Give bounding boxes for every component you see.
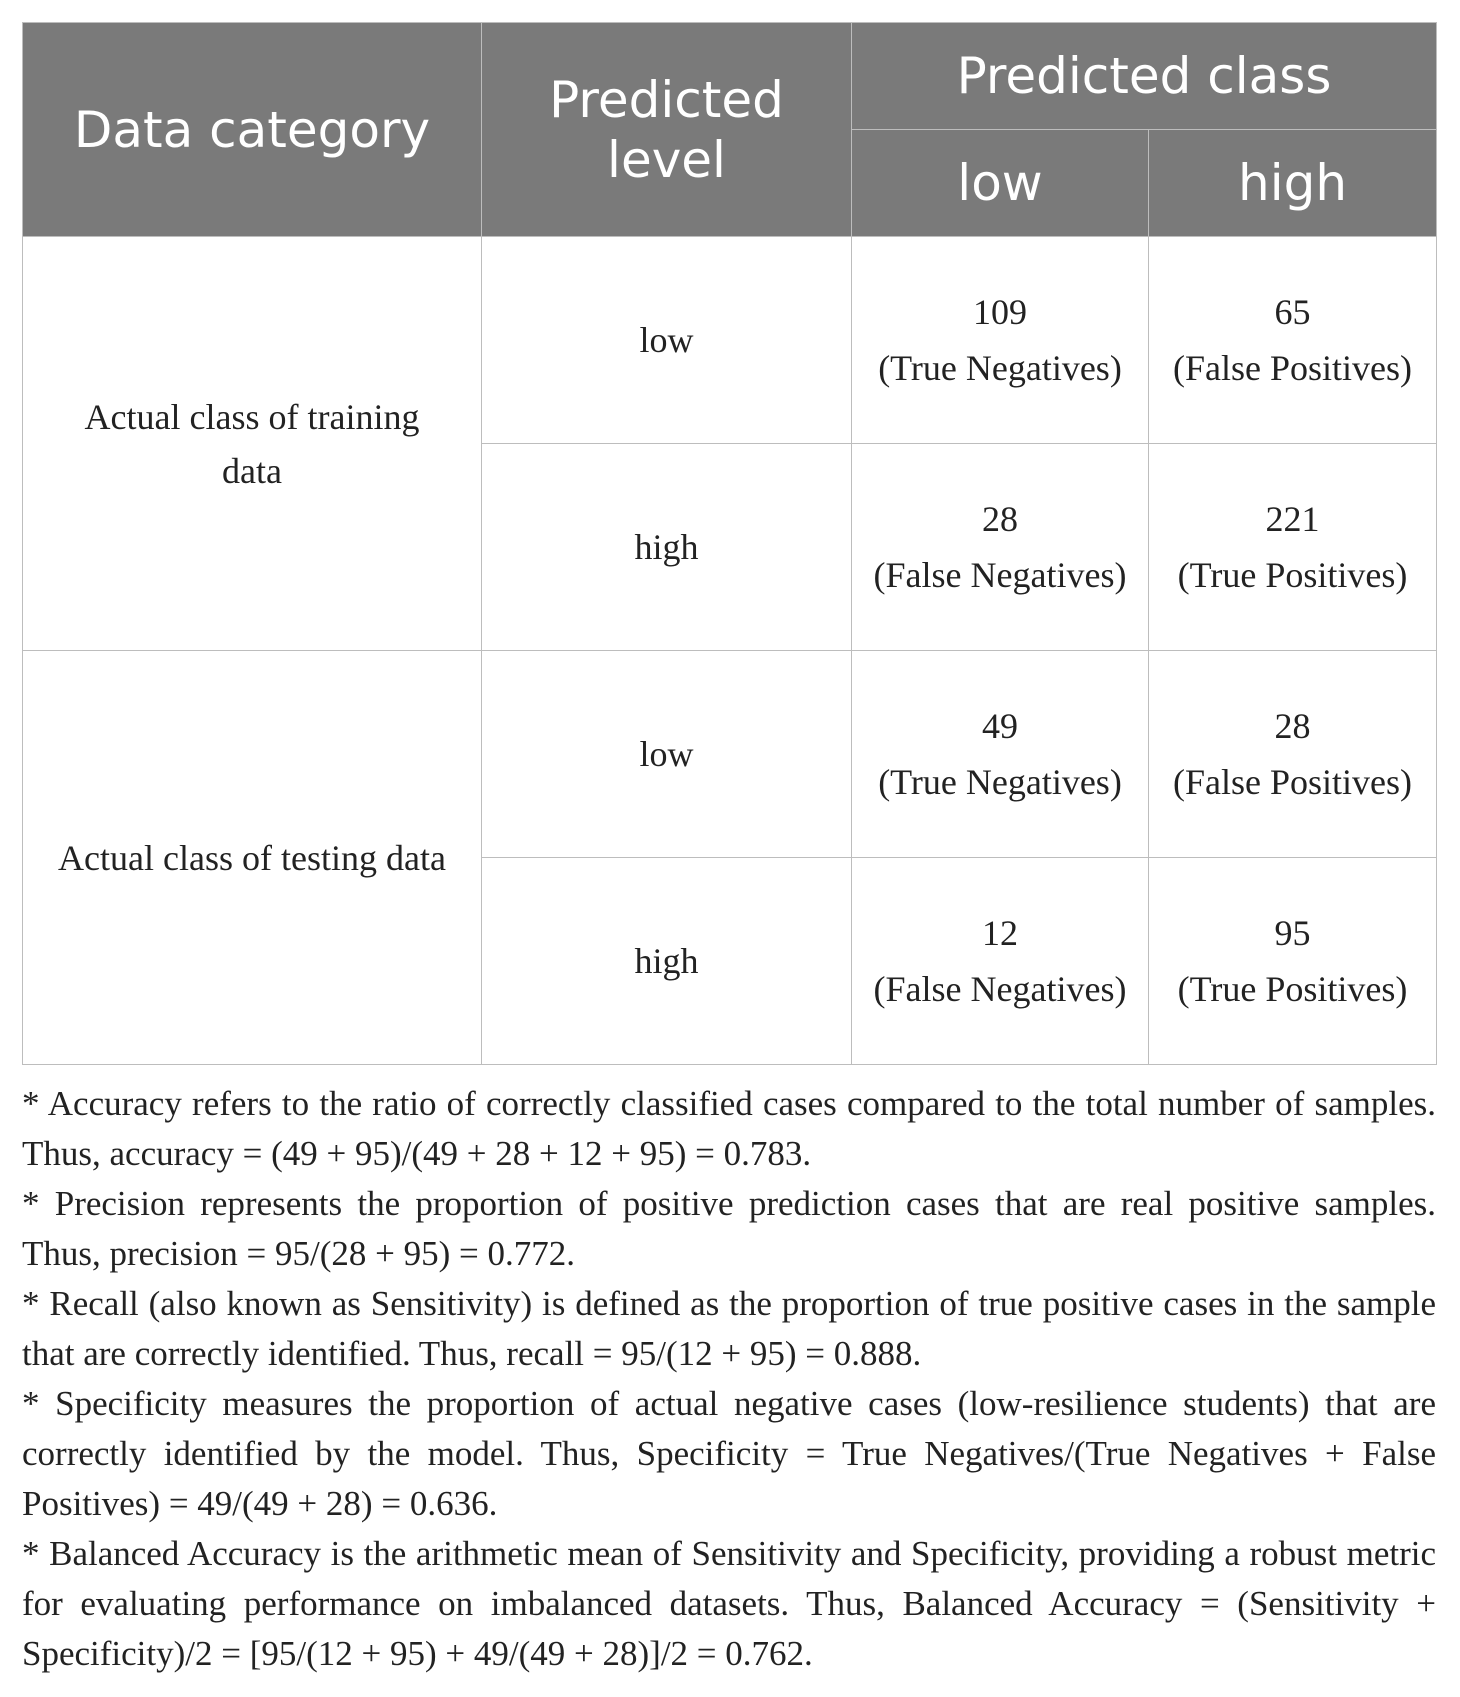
cell-value: 28	[982, 499, 1018, 539]
category-testing: Actual class of testing data	[23, 651, 482, 1065]
level-cell: low	[482, 237, 852, 444]
cell-value: 65	[1274, 292, 1311, 332]
value-cell	[1149, 858, 1437, 1065]
cell-label: (True Negatives)	[878, 348, 1122, 388]
category-training: Actual class of training data	[23, 237, 482, 651]
footnote-specificity: * Specificity measures the proportion of actual negative cases (low-resilience students) that are correctly identified by the model. Thus, Specificity = True Negatives/(True Negatives + False Positives) = 49/(49 + 28) = 0.636.	[22, 1384, 1436, 1523]
cell-value: 109	[973, 292, 1027, 332]
table-row	[23, 237, 1437, 444]
cell-label: (True Negatives)	[878, 762, 1122, 802]
header-high: high	[1149, 130, 1437, 237]
value-cell	[852, 858, 1149, 1065]
cell-value: 221	[1265, 499, 1320, 539]
value-cell	[852, 237, 1149, 444]
cell-label: (False Negatives)	[873, 969, 1127, 1009]
level-cell: low	[482, 651, 852, 858]
header-predicted-level: Predicted level	[482, 23, 852, 237]
cell-label: (False Positives)	[1173, 762, 1412, 802]
confusion-matrix-table	[22, 22, 1437, 1065]
value-cell	[1149, 651, 1437, 858]
footnote-recall: * Recall (also known as Sensitivity) is defined as the proportion of true positive cases in the sample that are correctly identified. Thus, recall = 95/(12 + 95) = 0.888.	[22, 1284, 1436, 1373]
value-cell	[1149, 237, 1437, 444]
value-cell	[1149, 444, 1437, 651]
cell-value: 28	[1274, 706, 1311, 746]
cell-label: (False Negatives)	[873, 555, 1127, 595]
cell-label: (True Positives)	[1177, 969, 1408, 1009]
header-data-category: Data category	[23, 23, 482, 237]
value-cell	[852, 444, 1149, 651]
footnote-balanced-accuracy: * Balanced Accuracy is the arithmetic mean of Sensitivity and Specificity, providing a robust metric for evaluating performance on imbalanced datasets. Thus, Balanced Accuracy = (Sensitivity + Specificity)/2 = [95/(12 + 95) + 49/(49 + 28)]/2 = 0.762.	[22, 1534, 1436, 1673]
header-predicted-class: Predicted class	[852, 23, 1437, 130]
table-row	[23, 651, 1437, 858]
footnote-precision: * Precision represents the proportion of positive prediction cases that are real positive samples. Thus, precision = 95/(28 + 95) = 0.772.	[22, 1184, 1436, 1273]
value-cell	[852, 651, 1149, 858]
header-row-top	[23, 23, 1437, 130]
cell-value: 95	[1274, 913, 1311, 953]
cell-value: 49	[982, 706, 1018, 746]
cell-label: (False Positives)	[1173, 348, 1412, 388]
level-cell: high	[482, 444, 852, 651]
table-footnotes	[22, 1079, 1436, 1679]
footnote-accuracy: * Accuracy refers to the ratio of correctly classified cases compared to the total number of samples. Thus, accuracy = (49 + 95)/(49 + 28 + 12 + 95) = 0.783.	[22, 1084, 1436, 1173]
cell-label: (True Positives)	[1177, 555, 1408, 595]
header-low: low	[852, 130, 1149, 237]
level-cell: high	[482, 858, 852, 1065]
confusion-matrix-figure	[22, 22, 1436, 1679]
cell-value: 12	[982, 913, 1018, 953]
